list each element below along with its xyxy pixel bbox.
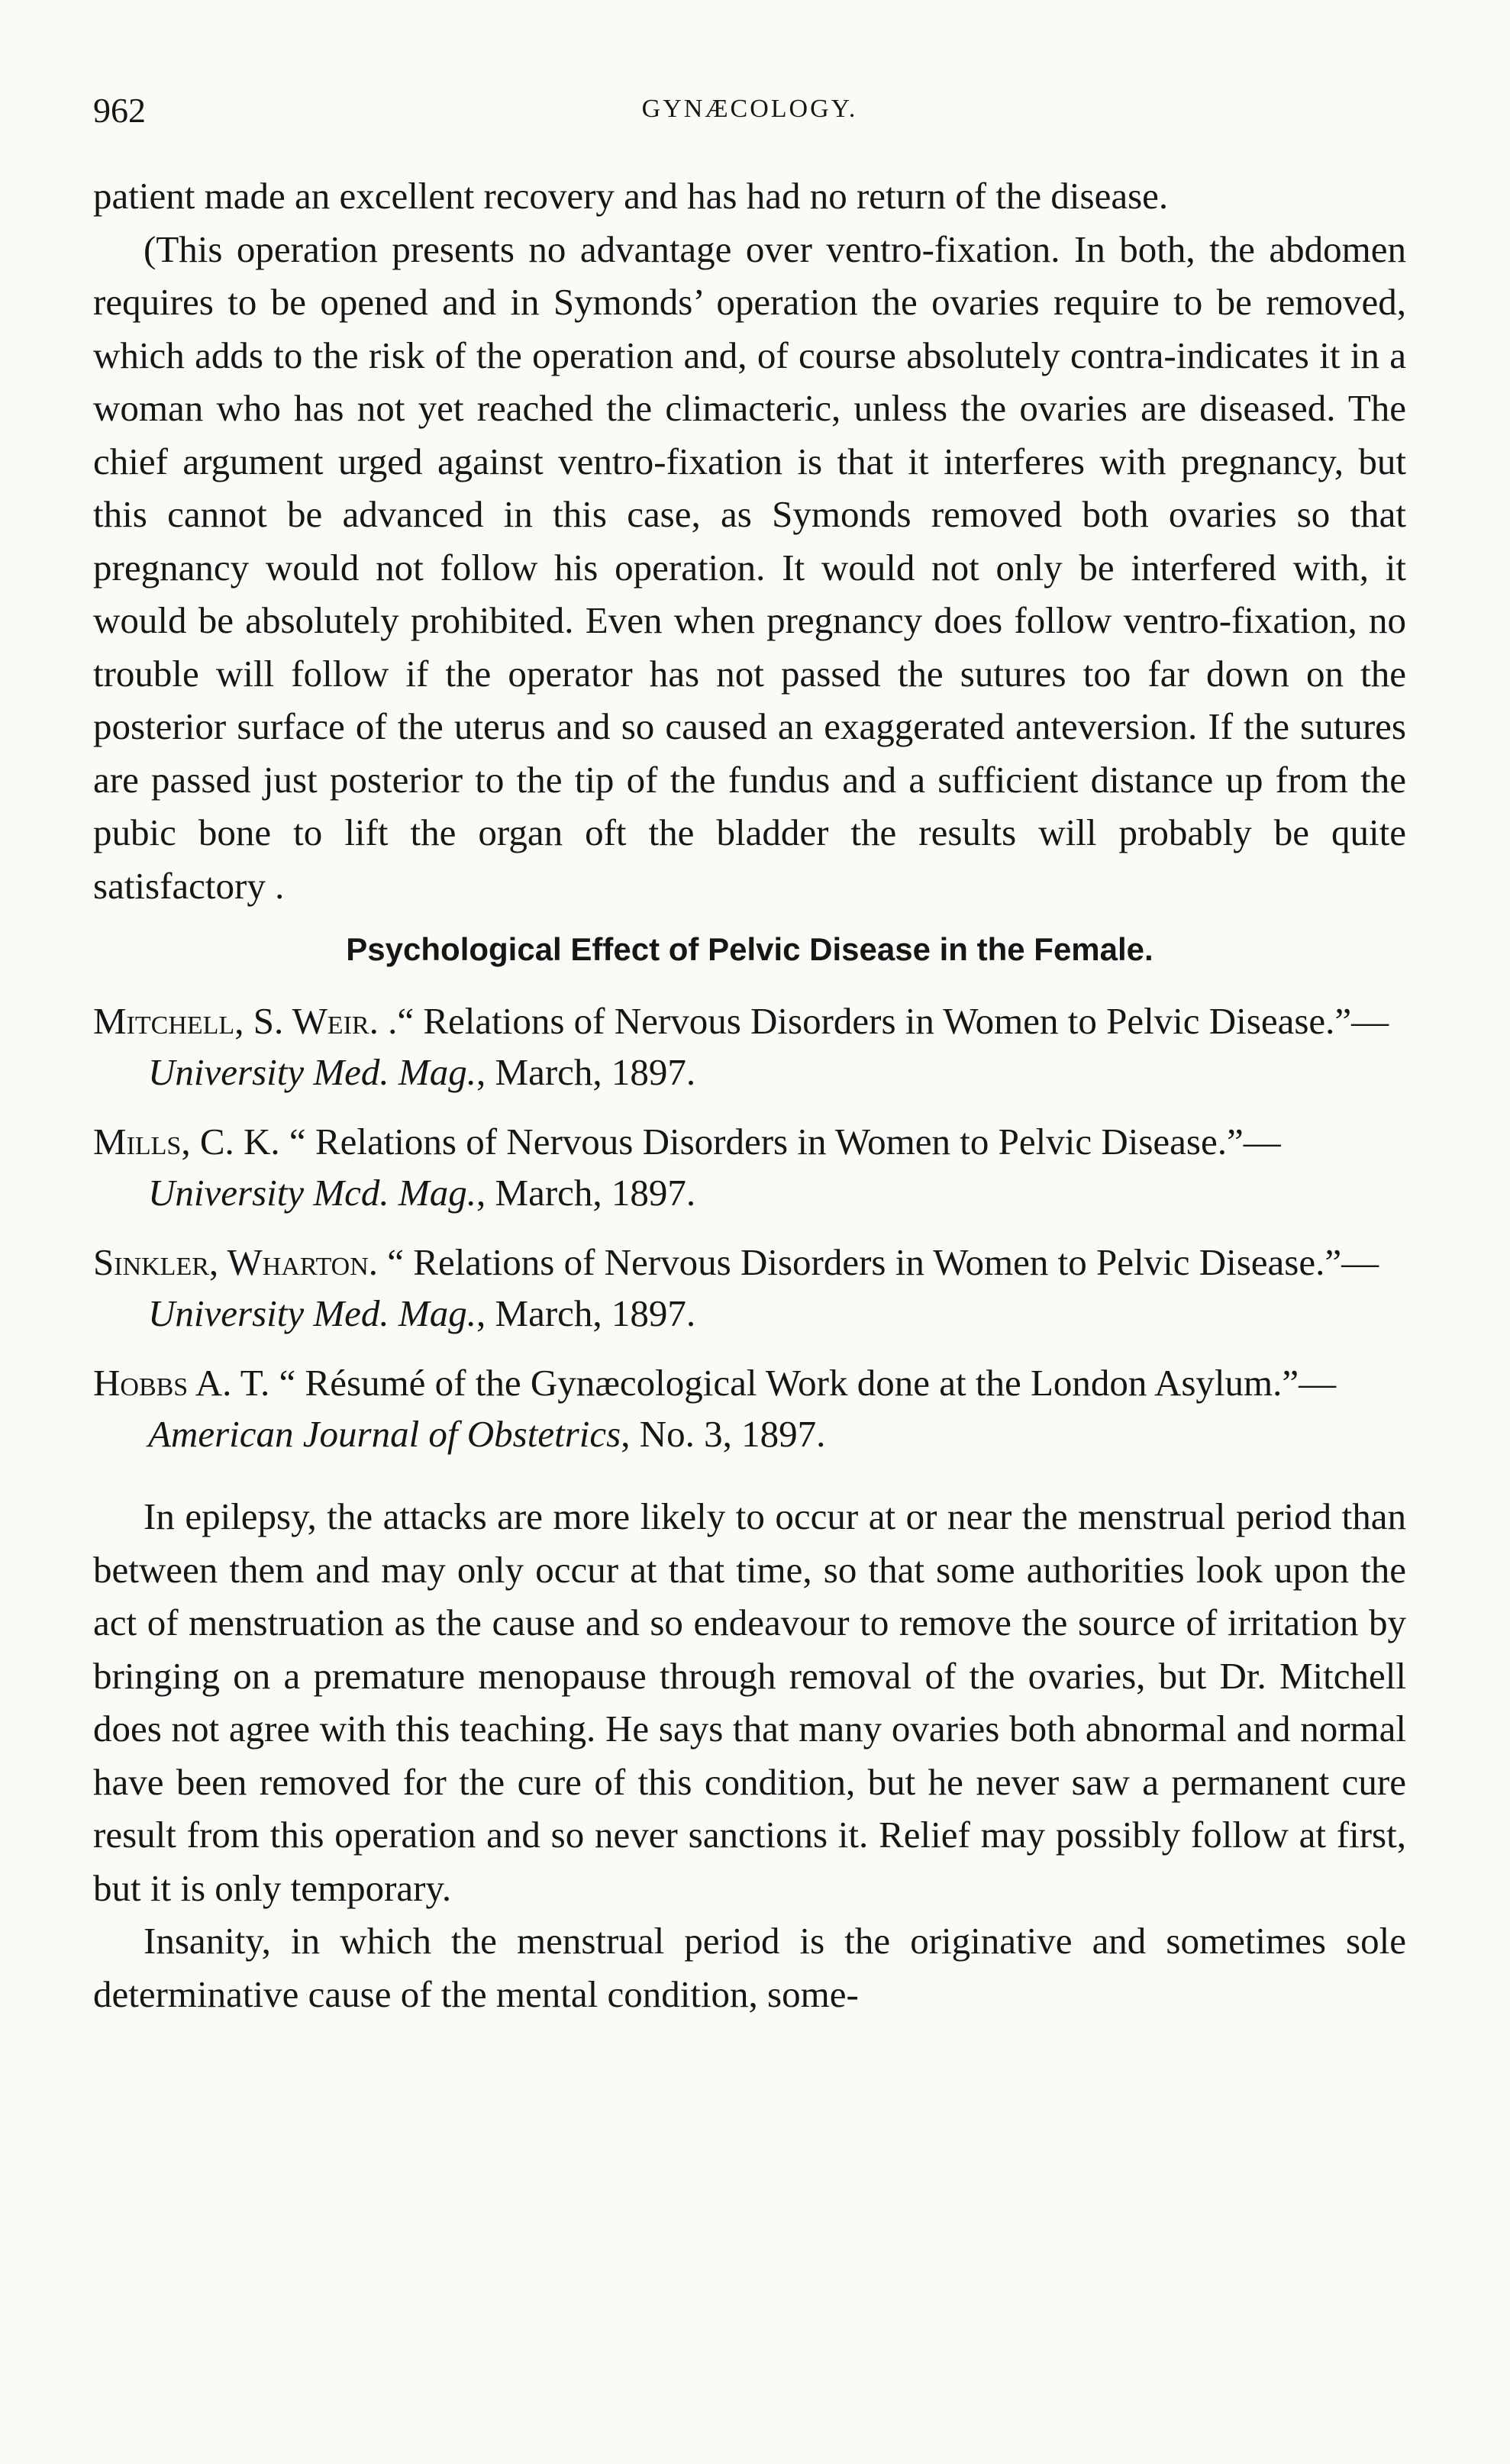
page-header [93,90,1406,136]
reference-journal: University Med. Mag. [148,1051,476,1093]
reference-date: , March, 1897. [476,1172,696,1214]
reference-item [93,1237,1406,1339]
reference-title: “ Résumé of the Gynæcological Work done at the London Asylum.”— [269,1362,1337,1404]
section-heading: Psychological Effect of Pelvic Disease in the Female. [346,931,1153,967]
reference-title: .“ Relations of Nervous Disorders in Women to Pelvic Disease.”— [378,1000,1389,1042]
reference-author: Mitchell, S. Weir. [93,1000,379,1042]
reference-journal: University Mcd. Mag. [148,1172,476,1214]
reference-author: Mills, C. K. [93,1121,280,1163]
reference-date: , March, 1897. [476,1051,696,1093]
reference-title: “ Relations of Nervous Disorders in Women to Pelvic Disease.”— [279,1121,1281,1163]
running-head: GYNÆCOLOGY. [641,95,858,123]
paragraph-editorial-note: (This operation presents no advantage over ventro-fixation. In both, the abdomen requires to be opened and in Symonds’ operation the ovaries require to be removed, which adds to the risk of the operation and, of course absolutely contra-indicates it in a woman who has not yet reached the climacteric, unless the ovaries are diseased. The chief argument urged against ventro-fixation is that it interferes with pregnancy, but this cannot be advanced in this case, as Symonds removed both ovaries so that pregnancy would not follow his operation. It would not only be interfered with, it would be absolutely prohibited. Even when pregnancy does follow ventro-fixation, no trouble will follow if the operator has not passed the sutures too far down on the posterior surface of the uterus and so caused an exaggerated anteversion. If the sutures are passed just posterior to the tip of the fundus and a sufficient distance up from the pubic bone to lift the organ oft the bladder the results will probably be quite satisfactory . [93,227,1406,907]
page-number: 962 [93,91,146,130]
paragraph-insanity: Insanity, in which the menstrual period is the originative and sometimes sole determinative cause of the mental condition, some- [93,1920,1406,2015]
reference-item [93,1357,1406,1459]
paragraph-epilepsy: In epilepsy, the attacks are more likely to occur at or near the menstrual period than between them and may only occur at that time, so that some authorities look upon the act of menstruation as the cause and so endeavour to remove the source of irritation by bringing on a premature menopause through removal of the ovaries, but Dr. Mitchell does not agree with this teaching. He says that many ovaries both abnormal and normal have been removed for the cure of this condition, but he never saw a permanent cure result from this operation and so never sanctions it. Relief may possibly follow at first, but it is only temporary. [93,1495,1406,1909]
reference-item [93,995,1406,1098]
reference-journal: American Journal of Obstetrics [148,1413,621,1455]
reference-item [93,1116,1406,1218]
page-body [93,169,1406,2021]
reference-title: “ Relations of Nervous Disorders in Women to Pelvic Disease.”— [378,1241,1379,1283]
reference-journal: University Med. Mag. [148,1292,476,1334]
paragraph-continuation: patient made an excellent recovery and has had no return of the disease. [93,175,1169,217]
reference-date: , No. 3, 1897. [621,1413,826,1455]
reference-author: Sinkler, Wharton. [93,1241,379,1283]
reference-date: , March, 1897. [476,1292,696,1334]
reference-list [93,995,1406,1459]
reference-author: Hobbs A. T. [93,1362,270,1404]
